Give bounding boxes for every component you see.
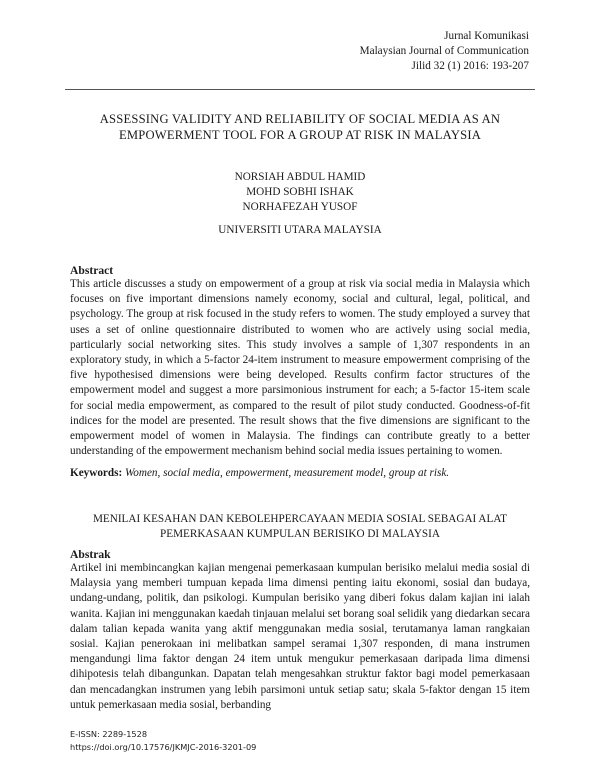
abstrak-text: Artikel ini membincangkan kajian mengenai pemerkasaan kumpulan berisiko melalui media sosial di Malaysia yang memberi tumpuan kepada lima dimensi penting iaitu ekonomi, sosial dan budaya, undang-undang, politik, dan psikologi. Kumpulan berisiko yang diberi fokus dalam kajian ini ialah wanita. Kajian ini menggunakan kaedah tinjauan melalui set borang soal selidik yang diedarkan secara dalam talian kepada wanita yang aktif menggunakan media sosial, terutamanya laman rangkaian sosial. Kajian penerokaan ini melibatkan sampel seramai 1,307 responden, di mana instrumen mengandungi lima faktor dengan 24 item untuk mengukur pemerkasaan daripada lima dimensi dihipotesis telah dibangunkan. Dapatan telah mengesahkan struktur faktor bagi model pemerkasaan dan mencadangkan instrumen yang lebih parsimoni untuk setiap satu; skala 5-faktor dengan 15 item untuk pemerkasaan media sosial, berbanding [70, 562, 530, 711]
doi-link[interactable]: https://doi.org/10.17576/JKMJC-2016-3201-09 [70, 742, 257, 752]
malay-title [70, 512, 530, 543]
journal-header [360, 29, 529, 74]
page-footer [70, 728, 256, 754]
malay-title-line-1: MENILAI KESAHAN DAN KEBOLEHPERCAYAAN MEDIA SOSIAL SEBAGAI ALAT [92, 513, 508, 525]
author-list [120, 170, 480, 215]
paper-title-line-2: EMPOWERMENT TOOL FOR A GROUP AT RISK IN MALAYSIA [118, 128, 482, 142]
author-name: NORSIAH ABDUL HAMID [234, 171, 366, 183]
abstract-heading: Abstract [70, 264, 114, 277]
eissn: E-ISSN: 2289-1528 [70, 729, 148, 739]
author-name: NORHAFEZAH YUSOF [242, 201, 358, 213]
header-divider [65, 89, 535, 90]
affiliation: UNIVERSITI UTARA MALAYSIA [218, 224, 382, 236]
paper-title [70, 111, 530, 143]
abstrak-heading: Abstrak [70, 548, 111, 561]
journal-name: Jurnal Komunikasi [444, 30, 529, 42]
keywords-text: Women, social media, empowerment, measurement model, group at risk. [125, 467, 450, 479]
keywords-label: Keywords: [70, 467, 123, 479]
keywords [70, 466, 530, 481]
journal-volume: Jilid 32 (1) 2016: 193-207 [411, 60, 529, 72]
abstract-text: This article discusses a study on empowerment of a group at risk via social media in Malaysia which focuses on five important dimensions namely economy, social and cultural, legal, political, and psychology. The group at risk focused in the study refers to women. The study employed a survey that uses a set of online questionnaire distributed to women who are actively using social media, particularly social networking sites. This study involves a sample of 1,307 respondents in an exploratory study, in which a 5-factor 24-item instrument to measure empowerment comprising of the five hypothesised dimensions were being developed. Results confirm factor structures of the empowerment model and suggest a more parsimonious instrument for each; a 5-factor 15-item scale for social media empowerment, as compared to the result of pilot study conducted. Goodness-of-fit indices for the model are presented. The result shows that the five dimensions are significant to the empowerment model of women in Malaysia. The findings can contribute greatly to a better understanding of the empowerment mechanism behind social media issues pertaining to women. [70, 278, 530, 458]
author-name: MOHD SOBHI ISHAK [246, 186, 354, 198]
journal-english-name: Malaysian Journal of Communication [359, 45, 529, 57]
paper-title-line-1: ASSESSING VALIDITY AND RELIABILITY OF SOCIAL MEDIA AS AN [99, 112, 501, 126]
malay-title-line-2: PEMERKASAAN KUMPULAN BERISIKO DI MALAYSIA [160, 528, 440, 541]
